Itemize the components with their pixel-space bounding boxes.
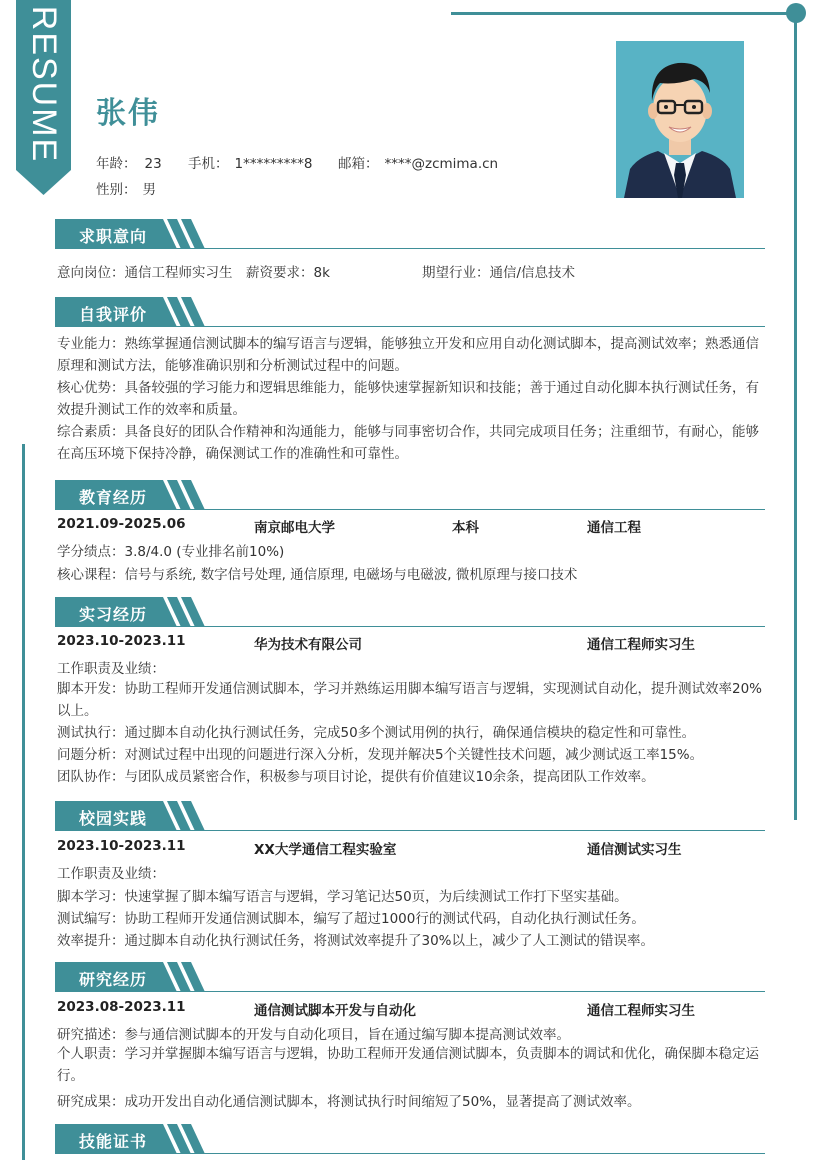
education-period: 2021.09-2025.06 bbox=[57, 516, 186, 532]
gender-label: 性别： bbox=[96, 182, 137, 198]
education-entry-header bbox=[57, 516, 767, 536]
section-header-research bbox=[55, 962, 765, 992]
section-divider bbox=[55, 326, 765, 327]
campus-duties-label: 工作职责及业绩： bbox=[57, 866, 165, 882]
section-divider bbox=[55, 509, 765, 510]
campus-item-script-learning: 脚本学习：快速掌握了脚本编写语言与逻辑，学习笔记达50页，为后续测试工作打下坚实基础。 bbox=[57, 889, 628, 905]
left-decor-line bbox=[22, 444, 25, 1160]
campus-item-test-writing: 测试编写：协助工程师开发通信测试脚本，编写了超过1000行的测试代码，自动化执行测试任务。 bbox=[57, 911, 645, 927]
intent-industry: 期望行业：通信/信息技术 bbox=[422, 265, 576, 281]
phone-value: 1*********8 bbox=[234, 156, 313, 172]
internship-item-test-exec: 测试执行：通过脚本自动化执行测试任务，完成50多个测试用例的执行，确保通信模块的稳定性和可靠性。 bbox=[57, 725, 696, 741]
age-label: 年龄： bbox=[96, 156, 137, 172]
intent-position: 意向岗位：通信工程师实习生 bbox=[57, 265, 233, 281]
internship-item-analysis: 问题分析：对测试过程中出现的问题进行深入分析，发现并解决5个关键性技术问题，减少测试返工率15%。 bbox=[57, 747, 704, 763]
section-header-campus bbox=[55, 801, 765, 831]
resume-ribbon-text: RESUME bbox=[25, 5, 63, 163]
campus-period: 2023.10-2023.11 bbox=[57, 838, 186, 854]
research-role: 通信工程师实习生 bbox=[587, 1003, 695, 1019]
internship-item-script-dev: 脚本开发：协助工程师开发通信测试脚本，学习并熟练运用脚本编写语言与逻辑，实现测试自动化，提升测试效率20%以上。 bbox=[57, 681, 763, 719]
gender-value: 男 bbox=[142, 182, 156, 198]
right-decor-line bbox=[794, 14, 797, 820]
section-title-research: 研究经历 bbox=[79, 970, 148, 989]
research-project: 通信测试脚本开发与自动化 bbox=[254, 1003, 416, 1019]
candidate-name: 张伟 bbox=[96, 96, 160, 131]
section-title-education: 教育经历 bbox=[79, 488, 148, 507]
campus-role: 通信测试实习生 bbox=[587, 842, 682, 858]
campus-item-efficiency: 效率提升：通过脚本自动化执行测试任务，将测试效率提升了30%以上，减少了人工测试的错误率。 bbox=[57, 933, 655, 949]
age-value: 23 bbox=[144, 156, 162, 172]
phone-label: 手机： bbox=[188, 156, 229, 172]
section-divider bbox=[55, 626, 765, 627]
internship-company: 华为技术有限公司 bbox=[254, 637, 362, 653]
education-major: 通信工程 bbox=[587, 520, 641, 536]
internship-role: 通信工程师实习生 bbox=[587, 637, 695, 653]
education-degree: 本科 bbox=[452, 520, 479, 536]
email-value: ****@zcmima.cn bbox=[384, 156, 499, 172]
section-header-intent bbox=[55, 219, 765, 249]
research-entry-header bbox=[57, 999, 767, 1019]
self-eval-qualities: 综合素质：具备良好的团队合作精神和沟通能力，能够与同事密切合作，共同完成项目任务；注重细节，有耐心，能够在高压环境下保持冷静，确保测试工作的准确性和可靠性。 bbox=[57, 424, 759, 462]
research-responsibility: 个人职责：学习并掌握脚本编写语言与逻辑，协助工程师开发通信测试脚本，负责脚本的调试和优化，确保脚本稳定运行。 bbox=[57, 1046, 759, 1084]
intent-salary: 薪资要求：8k bbox=[246, 265, 330, 281]
research-outcome: 研究成果：成功开发出自动化通信测试脚本，将测试执行时间缩短了50%，显著提高了测试效率。 bbox=[57, 1094, 641, 1110]
campus-org: XX大学通信工程实验室 bbox=[254, 842, 397, 858]
section-divider bbox=[55, 248, 765, 249]
section-title-skills: 技能证书 bbox=[79, 1132, 148, 1151]
section-title-self-eval: 自我评价 bbox=[79, 305, 148, 324]
internship-item-teamwork: 团队协作：与团队成员紧密合作，积极参与项目讨论，提供有价值建议10余条，提高团队工作效率。 bbox=[57, 769, 655, 785]
section-header-self-eval bbox=[55, 297, 765, 327]
internship-period: 2023.10-2023.11 bbox=[57, 633, 186, 649]
research-description: 研究描述：参与通信测试脚本的开发与自动化项目，旨在通过编写脚本提高测试效率。 bbox=[57, 1027, 570, 1043]
education-courses: 核心课程：信号与系统, 数字信号处理, 通信原理, 电磁场与电磁波, 微机原理与接口技术 bbox=[57, 567, 578, 583]
email-label: 邮箱： bbox=[338, 156, 379, 172]
section-header-skills bbox=[55, 1124, 765, 1154]
internship-entry-header bbox=[57, 633, 767, 653]
section-divider bbox=[55, 1153, 765, 1154]
section-divider bbox=[55, 830, 765, 831]
profile-photo bbox=[616, 41, 744, 198]
self-eval-professional: 专业能力：熟练掌握通信测试脚本的编写语言与逻辑，能够独立开发和应用自动化测试脚本，提高测试效率；熟悉通信原理和测试方法，能够准确识别和分析测试过程中的问题。 bbox=[57, 336, 759, 374]
contact-row bbox=[96, 152, 162, 172]
section-title-campus: 校园实践 bbox=[79, 809, 148, 828]
gender-row bbox=[96, 178, 156, 198]
self-eval-strengths: 核心优势：具备较强的学习能力和逻辑思维能力，能够快速掌握新知识和技能；善于通过自动化脚本执行测试任务，有效提升测试工作的效率和质量。 bbox=[57, 380, 759, 418]
top-decor-line bbox=[451, 12, 796, 15]
section-title-intent: 求职意向 bbox=[79, 227, 148, 246]
section-header-internship bbox=[55, 597, 765, 627]
campus-entry-header bbox=[57, 838, 767, 858]
education-school: 南京邮电大学 bbox=[254, 520, 335, 536]
section-header-education bbox=[55, 480, 765, 510]
internship-duties-label: 工作职责及业绩： bbox=[57, 661, 165, 677]
section-title-internship: 实习经历 bbox=[79, 605, 148, 624]
research-period: 2023.08-2023.11 bbox=[57, 999, 186, 1015]
section-divider bbox=[55, 991, 765, 992]
education-gpa: 学分绩点：3.8/4.0 (专业排名前10%) bbox=[57, 544, 285, 560]
